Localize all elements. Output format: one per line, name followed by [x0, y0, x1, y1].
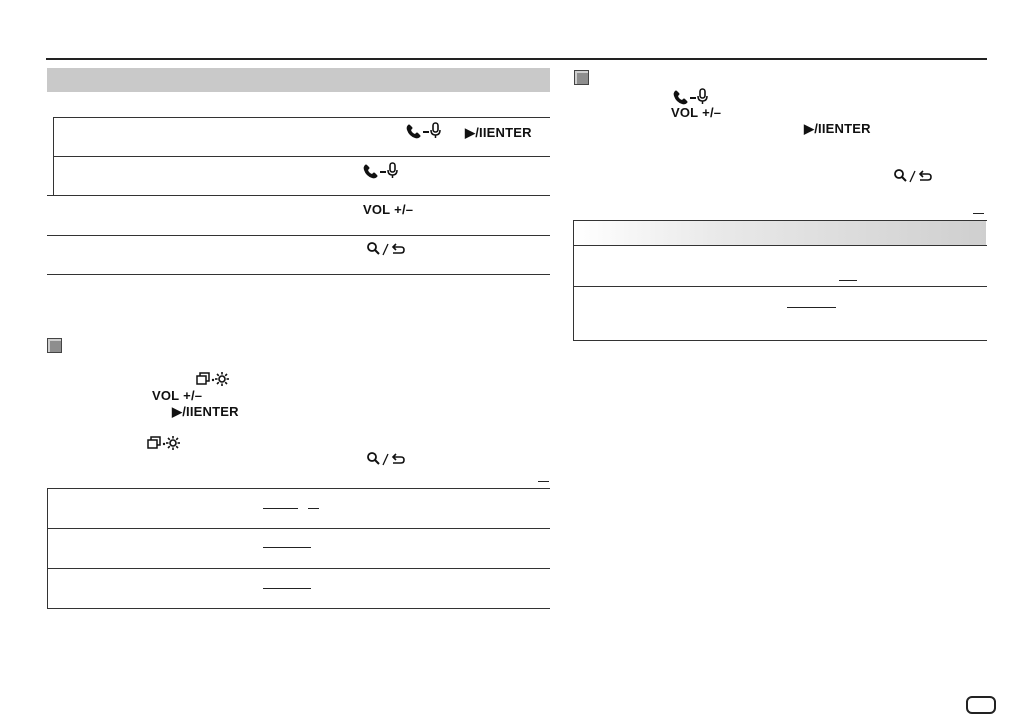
table-rule: [53, 117, 550, 118]
phone-voice-icon: [405, 122, 447, 145]
enter-text: ENTER: [193, 404, 239, 419]
play-pause-glyph: ▶/II: [172, 404, 194, 419]
minus-glyph: –: [405, 202, 414, 217]
table-rule: [47, 235, 550, 236]
slash-glyph: /: [709, 105, 714, 120]
table-rule: [47, 528, 550, 529]
table-rule: [573, 286, 987, 287]
enter-text: ENTER: [486, 125, 532, 140]
plus-glyph: +: [702, 105, 710, 120]
section-marker-icon: [574, 70, 589, 85]
default-indicator-mark: [263, 508, 298, 509]
enter-text: ENTER: [825, 121, 871, 136]
vol-text: VOL: [152, 388, 180, 403]
play-pause-glyph: ▶/II: [465, 125, 487, 140]
vol-plus-minus-label: [152, 389, 202, 403]
search-back-icon: [366, 241, 406, 264]
plus-glyph: +: [183, 388, 191, 403]
default-indicator-mark: [538, 481, 549, 482]
play-pause-glyph: ▶/II: [804, 121, 826, 136]
default-indicator-mark: [973, 213, 984, 214]
slash-glyph: /: [401, 202, 406, 217]
search-back-icon: [366, 451, 406, 474]
default-indicator-mark: [839, 280, 857, 281]
vol-plus-minus-label: [363, 203, 413, 217]
table-rule: [47, 568, 550, 569]
vol-text: VOL: [671, 105, 699, 120]
table-rule: [47, 608, 550, 609]
default-indicator-mark: [263, 547, 311, 548]
table-header-band: [574, 221, 986, 245]
table-rule: [573, 245, 987, 246]
default-indicator-mark: [787, 307, 836, 308]
default-indicator-mark: [308, 508, 319, 509]
table-left-border: [47, 488, 48, 608]
play-pause-enter-label: [465, 126, 532, 140]
vol-plus-minus-label: [671, 106, 721, 120]
search-back-icon: [893, 168, 933, 191]
section-header-band: [47, 68, 550, 92]
slash-glyph: /: [190, 388, 195, 403]
page-number-badge: [966, 696, 996, 714]
table-left-border: [573, 220, 574, 341]
table-rule: [47, 274, 550, 275]
display-settings-icon: [147, 435, 181, 456]
vol-text: VOL: [363, 202, 391, 217]
table-rule: [573, 340, 987, 341]
minus-glyph: –: [194, 388, 203, 403]
top-rule: [46, 58, 987, 60]
plus-glyph: +: [394, 202, 402, 217]
minus-glyph: –: [713, 105, 722, 120]
table-rule: [53, 156, 550, 157]
section-marker-icon: [47, 338, 62, 353]
play-pause-enter-label: [804, 122, 871, 136]
table-rule: [47, 195, 550, 196]
default-indicator-mark: [263, 588, 311, 589]
table-rule: [47, 488, 550, 489]
phone-voice-icon: [362, 162, 404, 185]
play-pause-enter-label: [172, 405, 239, 419]
